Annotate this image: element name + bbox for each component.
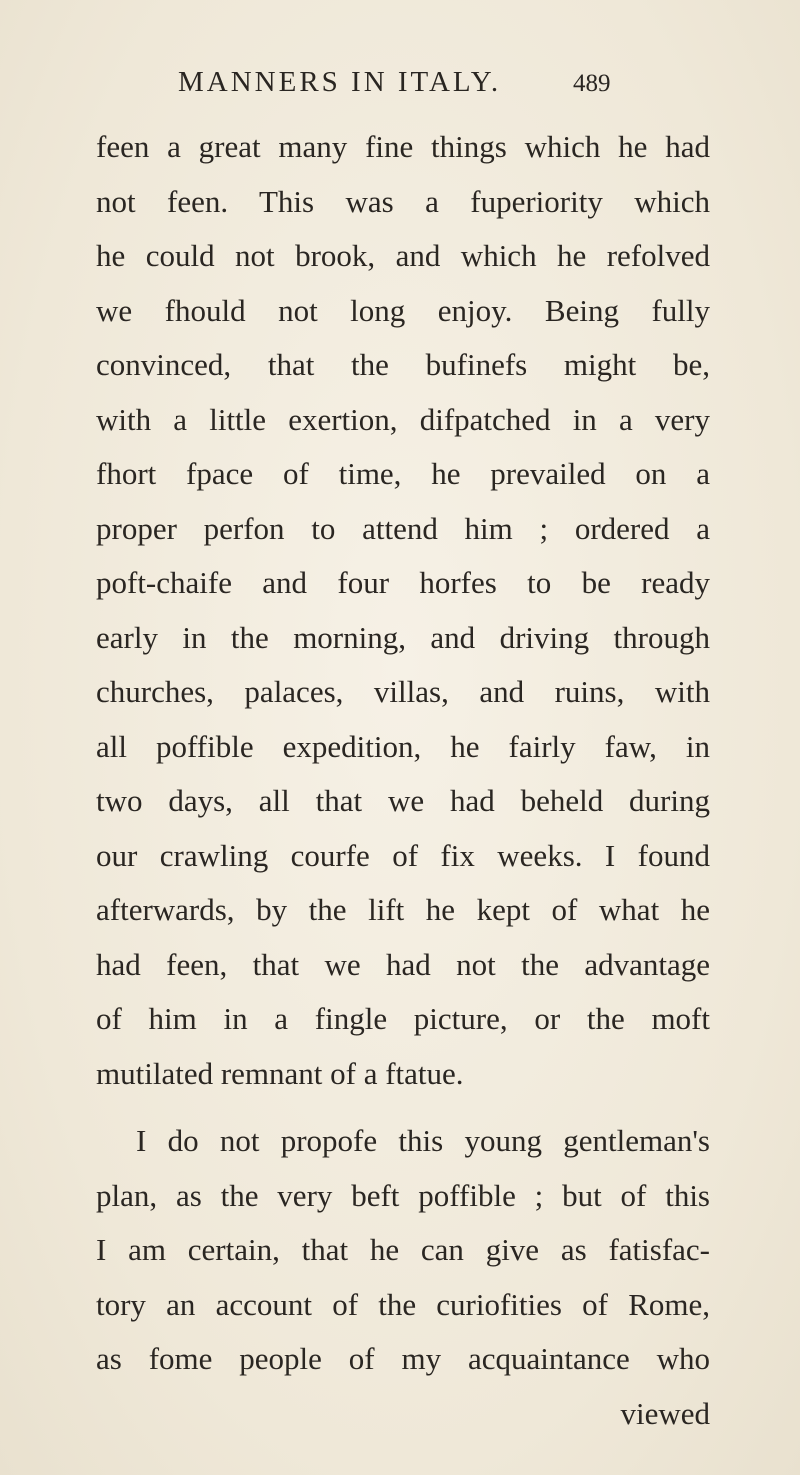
text-line: afterwards, by the lift he kept of what he [96,892,710,927]
text-line: we fhould not long enjoy. Being fully [96,292,710,328]
text-line: with a little exertion, difpatched in a very [96,401,710,437]
page-number: 489 [573,70,611,97]
text-line: fhort fpace of time, he prevailed on a [96,456,710,491]
text-line: our crawling courfe of fix weeks. I found [96,837,710,873]
text-line: I do not propofe this young gentleman's [136,1123,710,1158]
paragraph-2 [96,1114,710,1441]
text-line: two days, all that we had beheld during [96,783,710,818]
paragraph-1 [96,120,710,1101]
text-line: of him in a fingle picture, or the moft [96,1001,710,1036]
text-line: feen a great many fine things which he had [96,129,710,164]
text-line: proper perfon to attend him ; ordered a [96,510,710,546]
page-header [178,66,648,116]
text-line: all poffible expedition, he fairly faw, in [96,728,710,764]
paragraph-gap [96,1101,710,1114]
text-line: poft-chaife and four horfes to be ready [96,565,710,600]
catchword: viewed [620,1395,710,1431]
text-line: plan, as the very beft poffible ; but of this [96,1177,710,1213]
text-line: tory an account of the curiofities of Rome, [96,1286,710,1322]
text-line: churches, palaces, villas, and ruins, with [96,674,710,709]
body-text [96,120,710,1441]
running-head: MANNERS IN ITALY. [178,66,502,98]
text-line: not feen. This was a fuperiority which [96,183,710,219]
text-line: I am certain, that he can give as fatisfac- [96,1232,710,1267]
text-line: he could not brook, and which he refolved [96,238,710,273]
text-line: early in the morning, and driving through [96,619,710,655]
text-line: had feen, that we had not the advantage [96,946,710,982]
text-line: convinced, that the bufinefs might be, [96,347,710,382]
text-line: mutilated remnant of a ftatue. [96,1055,464,1091]
text-line: as fome people of my acquaintance who [96,1341,710,1376]
